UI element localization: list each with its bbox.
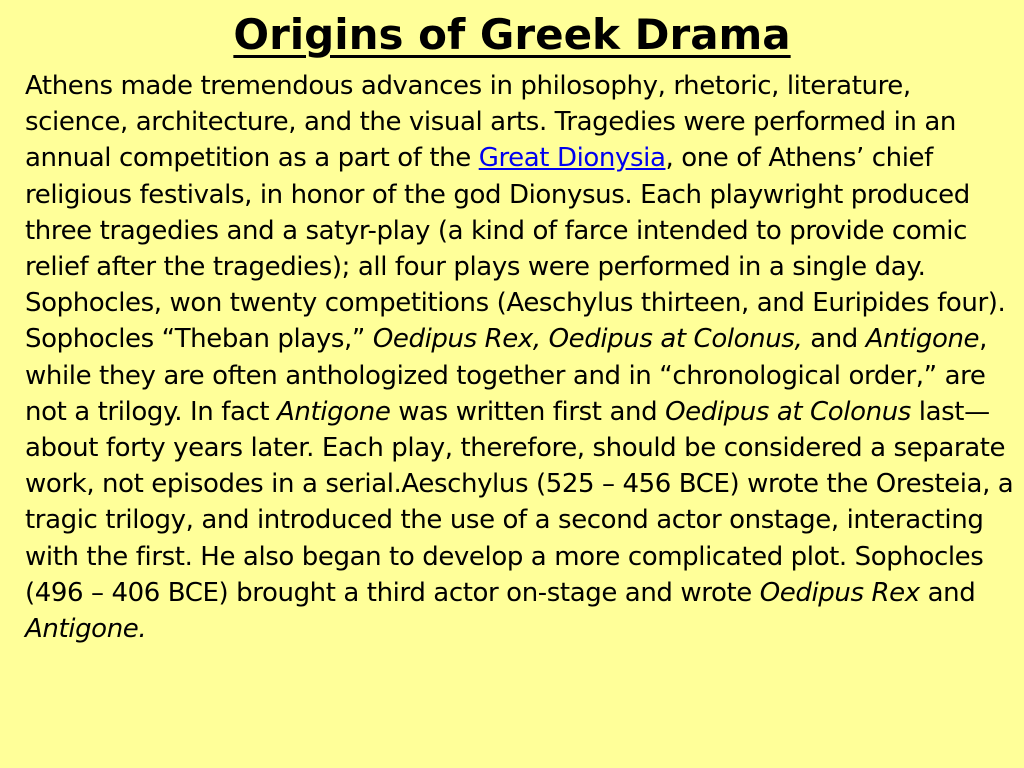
slide-title: Origins of Greek Drama — [233, 10, 791, 59]
body-text-segment: and — [919, 577, 976, 608]
italic-play-titles: Oedipus Rex, Oedipus at Colonus, — [372, 324, 803, 355]
italic-play-title: Antigone — [865, 324, 980, 355]
italic-play-title: Oedipus Rex — [759, 577, 920, 608]
body-text-segment: last—about forty years later. Each play, therefore, should be considered a separate work, not episodes in a serial.Aeschylus (525 – 456 BCE) wrote the Oresteia, a tragic trilogy, and introduced the use of a second actor onstage, interacting with the first. He also began to develop a more complicated plot. Sophocles (496 – 406 BCE) brought a third actor on-stage and wrote — [25, 396, 1014, 608]
italic-play-title: Antigone — [277, 396, 391, 427]
body-paragraph — [25, 68, 1014, 647]
italic-play-title: Antigone. — [25, 614, 147, 645]
body-text-segment: Athens made tremendous advances in philosophy, rhetoric, literature, science, architecture, and the visual arts. Tragedies were performed in an annual competition as a part of the — [25, 71, 956, 174]
great-dionysia-link[interactable]: Great Dionysia — [478, 143, 666, 174]
body-text-segment: and — [802, 324, 866, 355]
body-text-segment: , while they are often anthologized together and in “chronological order,” are not a trilogy. In fact — [25, 324, 988, 427]
body-text-segment: , one of Athens’ chief religious festivals, in honor of the god Dionysus. Each playwright produced three tragedies and a satyr-play (a kind of farce intended to provide comic relief after the tragedies); all four plays were performed in a single day. Sophocles, won twenty competitions (Aeschylus thirteen, and Euripides four). Sophocles “Theban plays,” — [25, 143, 1006, 355]
body-text-segment: was written first and — [390, 396, 666, 427]
italic-play-title: Oedipus at Colonus — [665, 396, 911, 427]
